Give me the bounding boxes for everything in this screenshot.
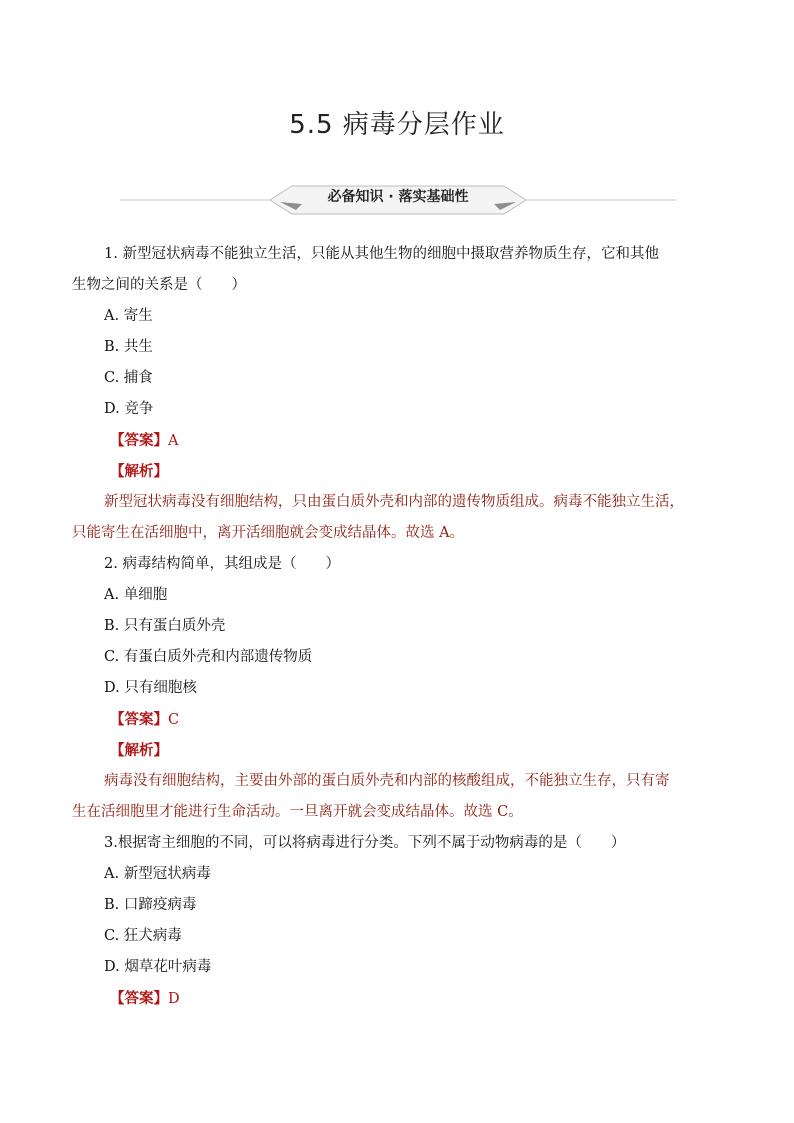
- question-2-option-d: D. 只有细胞核: [104, 680, 197, 696]
- question-2-stem: 2. 病毒结构简单，其组成是（ ）: [104, 556, 340, 572]
- question-2-option-a: A. 单细胞: [104, 587, 168, 603]
- question-1-analysis-line2: 只能寄生在活细胞中，离开活细胞就会变成结晶体。故选 A。: [72, 525, 465, 541]
- question-1-option-d: D. 竞争: [104, 401, 154, 417]
- question-2-option-b: B. 只有蛋白质外壳: [104, 618, 226, 634]
- question-1-option-b: B. 共生: [104, 339, 153, 355]
- question-1-answer: [104, 425, 724, 456]
- answer-label: 【答案】: [110, 711, 168, 728]
- question-1-analysis-line1: 新型冠状病毒没有细胞结构，只由蛋白质外壳和内部的遗传物质组成。病毒不能独立生活，: [104, 494, 684, 510]
- section-banner-label: 必备知识 · 落实基础性: [327, 189, 469, 205]
- answer-label: 【答案】: [110, 990, 168, 1007]
- question-2-analysis-line2: 生在活细胞里才能进行生命活动。一旦离开就会变成结晶体。故选 C。: [72, 804, 523, 820]
- answer-value: C: [168, 712, 180, 728]
- question-1-stem-line2: 生物之间的关系是（ ）: [72, 277, 246, 293]
- answer-value: A: [168, 433, 179, 449]
- question-3-option-d: D. 烟草花叶病毒: [104, 959, 212, 975]
- section-banner: [120, 180, 676, 216]
- questions-area: [72, 239, 724, 1014]
- question-2-analysis-line1: 病毒没有细胞结构，主要由外部的蛋白质外壳和内部的核酸组成，不能独立生存，只有寄: [104, 773, 670, 789]
- answer-value: D: [168, 991, 180, 1007]
- question-3-option-a: A. 新型冠状病毒: [104, 866, 211, 882]
- question-1-analysis-label: [104, 456, 724, 487]
- analysis-label: 【解析】: [110, 742, 168, 759]
- page-title: 5.5 病毒分层作业: [289, 110, 505, 140]
- answer-label: 【答案】: [110, 432, 168, 449]
- question-3-stem: 3.根据寄主细胞的不同，可以将病毒进行分类。下列不属于动物病毒的是（ ）: [104, 835, 626, 851]
- analysis-label: 【解析】: [110, 463, 168, 480]
- question-2-analysis-label: [104, 735, 724, 766]
- question-1-stem-line1: 1. 新型冠状病毒不能独立生活，只能从其他生物的细胞中摄取营养物质生存，它和其他: [104, 246, 659, 262]
- question-2-answer: [104, 704, 724, 735]
- question-3-option-b: B. 口蹄疫病毒: [104, 897, 197, 913]
- question-2-option-c: C. 有蛋白质外壳和内部遗传物质: [104, 649, 313, 665]
- question-3-answer: [104, 983, 724, 1014]
- question-1-option-a: A. 寄生: [104, 308, 153, 324]
- question-1-option-c: C. 捕食: [104, 370, 153, 386]
- question-3-option-c: C. 狂犬病毒: [104, 928, 182, 944]
